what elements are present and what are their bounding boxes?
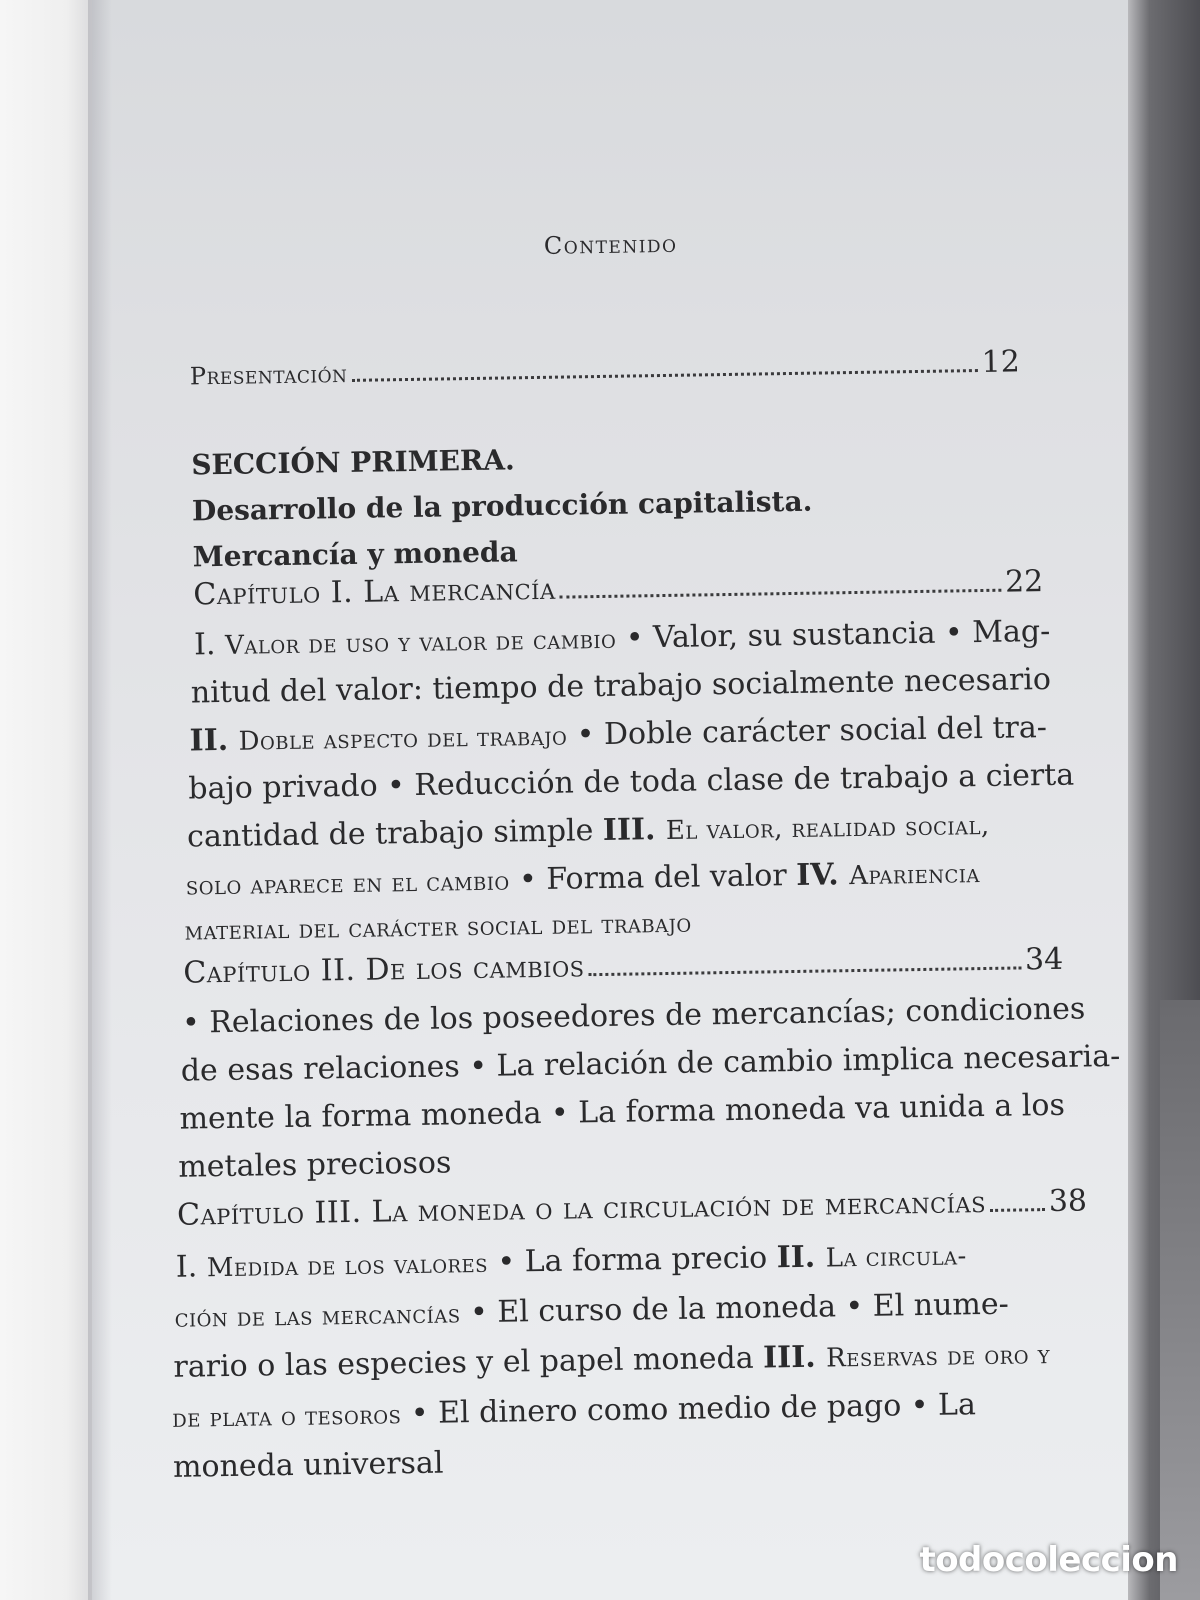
subsection-title: Apariencia — [848, 859, 981, 892]
subsection-title: La circula- — [825, 1241, 968, 1274]
roman-numeral: II. — [776, 1239, 826, 1276]
page-title: Contenido — [543, 229, 678, 260]
chapter-3-summary-line-3 — [173, 1336, 1050, 1387]
chapter-1-summary-line-2: nitud del valor: tiempo de trabajo socialmente necesario — [190, 661, 1052, 711]
chapter-1-summary-line-5 — [187, 807, 990, 857]
summary-text: • El curso de la moneda • El nume- — [460, 1286, 1009, 1331]
toc-leader-dots — [351, 369, 977, 382]
chapter-2-summary-line-2: de esas relaciones • La relación de cambio implica necesaria- — [180, 1038, 1121, 1089]
summary-text: • Doble carácter social del tra- — [566, 710, 1048, 753]
chapter-3-summary-line-2 — [174, 1287, 1009, 1337]
toc-entry-chapter-3 — [177, 1183, 1087, 1233]
toc-label — [177, 1185, 986, 1234]
toc-entry-presentacion — [190, 344, 1020, 394]
toc-label — [183, 949, 585, 991]
subsection-title: solo aparece en el cambio — [185, 866, 510, 902]
section-heading-line-2: Desarrollo de la producción capitalista. — [191, 484, 813, 528]
toc-leader-dots — [589, 966, 1022, 976]
chapter-1-summary-line-7: material del carácter social del trabajo — [184, 908, 692, 947]
chapter-2-summary-line-4: metales preciosos — [178, 1145, 452, 1185]
subsection-title: Valor de uso y valor de cambio — [224, 624, 617, 661]
chapter-2-title: Capítulo II. De los cambios — [183, 949, 585, 991]
toc-leader-dots — [990, 1208, 1045, 1212]
toc-label: Presentación — [189, 359, 348, 391]
left-page — [0, 0, 95, 1600]
summary-text: • La forma precio — [487, 1240, 777, 1280]
summary-text: • Valor, su sustancia • Mag- — [615, 613, 1051, 656]
subsection-title: Doble aspecto del trabajo — [238, 721, 568, 757]
subsection-title: de plata o tesoros — [172, 1400, 402, 1434]
summary-text: • El dinero como medio de pago • La — [401, 1387, 977, 1432]
roman-numeral: IV. — [795, 857, 850, 893]
toc-page-number: 22 — [1004, 564, 1044, 600]
chapter-1-summary-line-4: bajo privado • Reducción de toda clase de trabajo a cierta — [188, 757, 1075, 807]
toc-page-number: 12 — [981, 344, 1021, 380]
chapter-1-summary-line-6 — [186, 855, 980, 904]
toc-leader-dots — [560, 589, 1002, 599]
subsection-title: ción de las mercancías — [174, 1299, 461, 1334]
summary-text: cantidad de trabajo simple — [186, 812, 604, 855]
watermark-logo: todocoleccion — [919, 1540, 1178, 1580]
subsection-title: El valor, realidad social, — [665, 810, 990, 846]
gutter-shadow — [88, 0, 112, 1600]
roman-numeral: II. — [189, 722, 239, 759]
section-heading-line-3: Mercancía y moneda — [192, 535, 518, 574]
chapter-3-summary-line-4 — [172, 1387, 976, 1437]
roman-numeral: I. — [175, 1249, 208, 1285]
toc-page-number: 38 — [1048, 1183, 1088, 1220]
chapter-2-summary-line-3: mente la forma moneda • La forma moneda va unida a los — [179, 1087, 1066, 1137]
subsection-title: Medida de los valores — [206, 1248, 489, 1284]
toc-text — [150, 0, 1155, 1600]
roman-numeral: III. — [762, 1339, 827, 1376]
chapter-3-summary-line-1 — [176, 1237, 967, 1286]
chapter-3-title: Capítulo III. La moneda o la circulación de mercancías — [176, 1185, 987, 1233]
toc-label — [193, 572, 556, 614]
chapter-1-title: Capítulo I. La mercancía — [193, 571, 556, 613]
summary-text: • Forma del valor — [509, 857, 797, 898]
section-heading-line-1: SECCIÓN PRIMERA. — [191, 443, 515, 482]
roman-numeral: III. — [602, 812, 667, 848]
roman-numeral: I. — [193, 626, 226, 663]
chapter-1-summary-line-3 — [189, 710, 1047, 760]
chapter-1-summary-line-1 — [194, 614, 1051, 664]
right-edge-shade — [1160, 1000, 1200, 1600]
chapter-3-summary-line-5: moneda universal — [172, 1445, 444, 1485]
chapter-2-summary-line-1: • Relaciones de los poseedores de mercancías; condiciones — [181, 991, 1086, 1041]
summary-text: rario o las especies y el papel moneda — [173, 1340, 764, 1385]
toc-page-number: 34 — [1024, 941, 1064, 978]
toc-entry-chapter-2 — [183, 942, 1063, 992]
subsection-title: Reservas de oro y — [825, 1340, 1051, 1374]
